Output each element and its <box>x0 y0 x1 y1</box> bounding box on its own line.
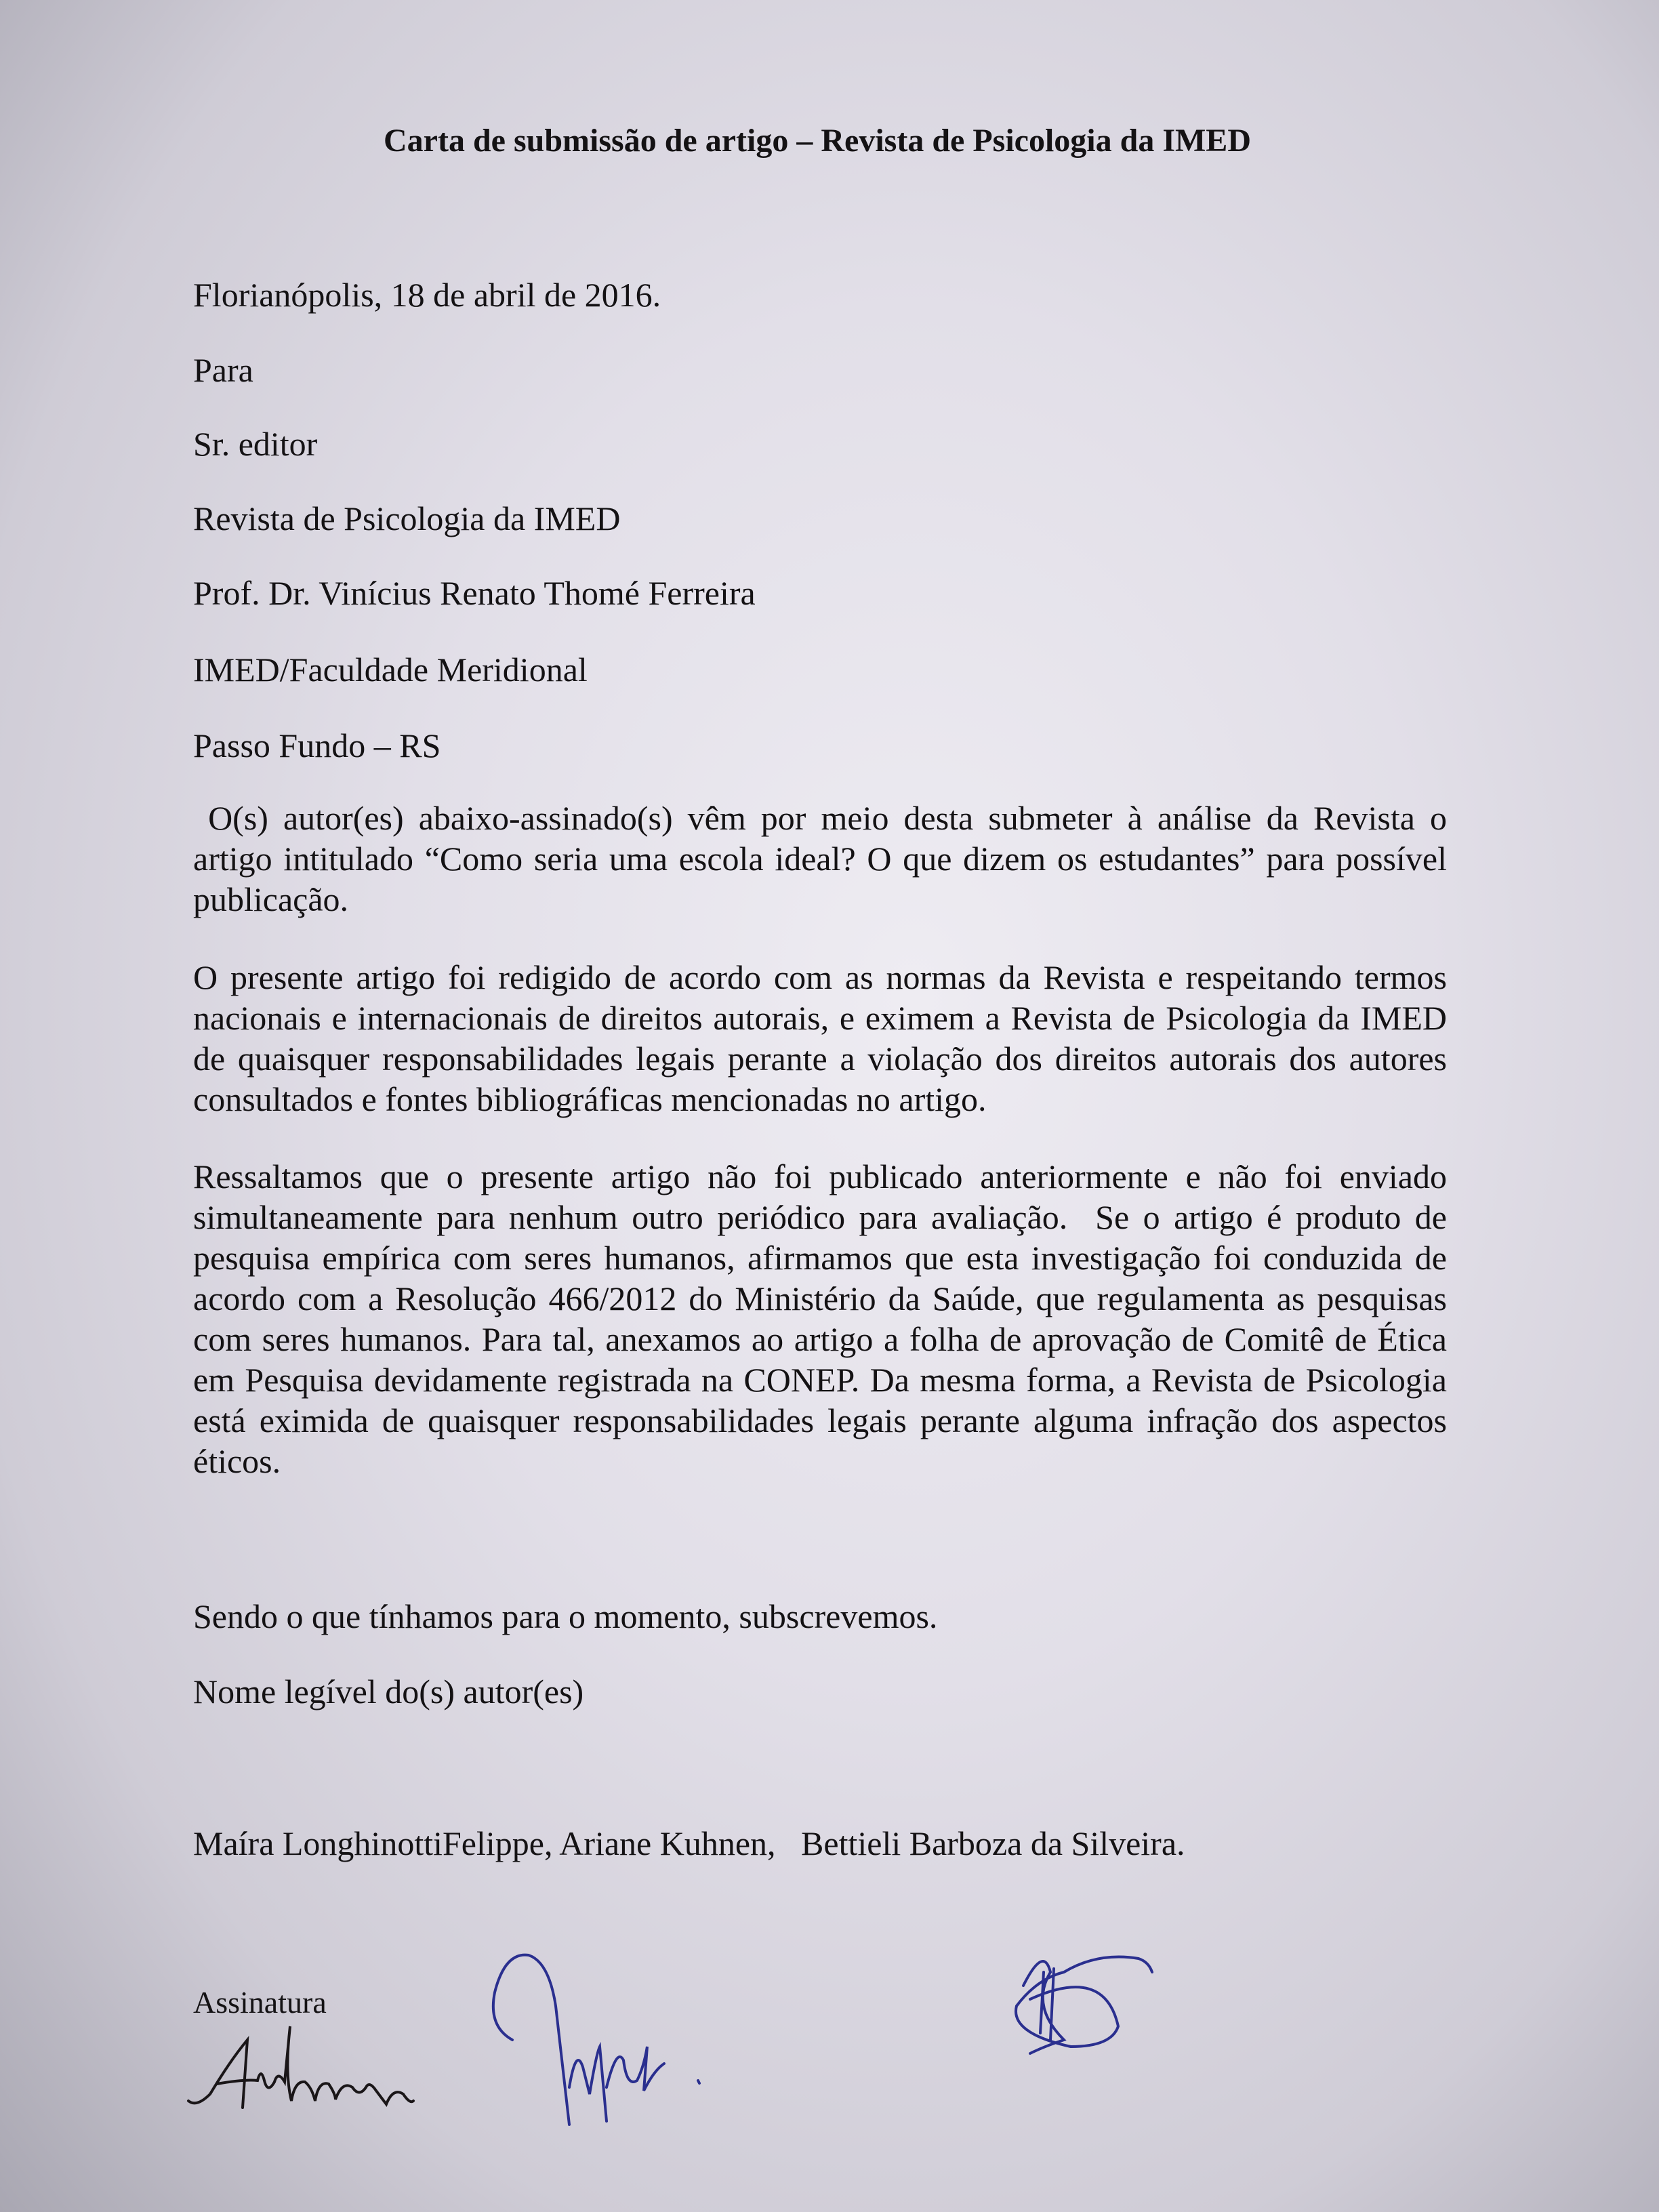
signature-kuhnen <box>183 2020 427 2121</box>
recipient-institution: IMED/Faculdade Meridional <box>193 651 588 689</box>
signature-maira <box>474 1952 786 2128</box>
recipient-journal: Revista de Psicologia da IMED <box>193 499 621 537</box>
recipient-city: Passo Fundo – RS <box>193 726 441 764</box>
authors-names: Maíra LonghinottiFelippe, Ariane Kuhnen, Bettieli Barboza da Silveira. <box>193 1824 1185 1862</box>
signature-label: Assinatura <box>193 1985 327 2020</box>
recipient-editor: Sr. editor <box>193 425 318 463</box>
recipient-name: Prof. Dr. Vinícius Renato Thomé Ferreira <box>193 574 756 612</box>
date-line: Florianópolis, 18 de abril de 2016. <box>193 276 661 314</box>
paragraph-ethics: Ressaltamos que o presente artigo não foi publicado anteriormente e não foi enviado simultaneamente para nenhum outro periódico para avaliação. Se o artigo é produto de pesquisa empírica com seres humanos, afirmamos que esta investigação foi conduzida de acordo com a Resolução 466/2012 do Ministério da Saúde, que regulamenta as pesquisas com seres humanos. Para tal, anexamos ao artigo a folha de aprovação de Comitê de Ética em Pesquisa devidamente registrada na CONEP. Da mesma forma, a Revista de Psicologia está eximida de quaisquer responsabilidades legais perante alguma infração dos aspectos éticos. <box>193 1158 1456 1480</box>
paragraph-copyright: O presente artigo foi redigido de acordo com as normas da Revista e respeitando termos nacionais e internacionais de direitos autorais, e eximem a Revista de Psicologia da IMED de quaisquer responsabilidades legais perante a violação dos direitos autorais dos autores consultados e fontes bibliográficas mencionadas no artigo. <box>193 958 1447 1118</box>
letter-title: Carta de submissão de artigo – Revista de Psicologia da IMED <box>384 123 1251 159</box>
authors-label: Nome legível do(s) autor(es) <box>193 1673 584 1711</box>
signature-bettieli <box>1003 1952 1172 2060</box>
recipient-para: Para <box>193 351 253 389</box>
paragraph-submission: O(s) autor(es) abaixo-assinado(s) vêm por meio desta submeter à análise da Revista o artigo intitulado “Como seria uma escola ideal? O que dizem os estudantes” para possível publicação. <box>193 799 1456 918</box>
closing-line: Sendo o que tínhamos para o momento, subscrevemos. <box>193 1597 938 1635</box>
